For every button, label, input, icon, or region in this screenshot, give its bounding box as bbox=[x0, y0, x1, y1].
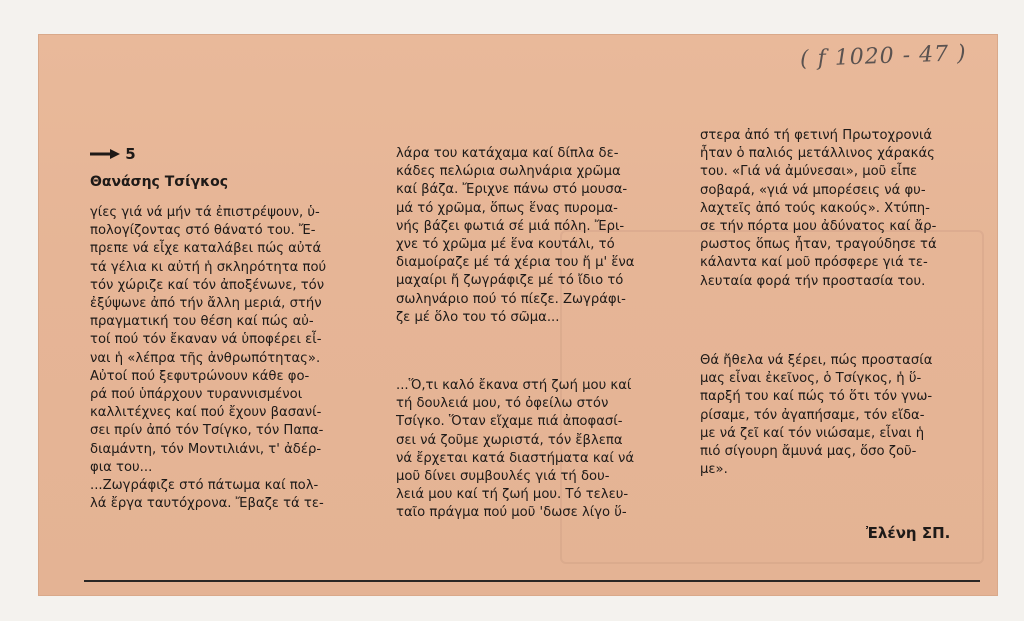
text-line: πρεπε νά εἶχε καταλάβει πώς αὐτά bbox=[90, 241, 322, 257]
text-line: νά ἔρχεται κατά διαστήματα καί νά bbox=[396, 450, 635, 466]
text-line: στερα ἀπό τή φετινή Πρωτοχρονιά bbox=[700, 128, 933, 143]
text-line: παρξή του καί πώς τό ὅτι τόν γνω- bbox=[700, 389, 933, 405]
text-line: πολογίζοντας στό θάνατό του. Ἔ- bbox=[90, 223, 316, 239]
handwritten-reference-note: ( f 1020 - 47 ) bbox=[799, 41, 968, 72]
text-line: σει πρίν ἀπό τόν Τσίγκο, τόν Παπα- bbox=[90, 423, 324, 439]
text-line: λά ἔργα ταυτόχρονα. Ἔβαζε τά τε- bbox=[90, 496, 324, 512]
text-line: Τσίγκο. Ὅταν εἴχαμε πιά ἀποφασί- bbox=[396, 414, 623, 430]
text-line: με». bbox=[700, 462, 728, 478]
text-line: νής βάζει φωτιά σέ μιά πόλη. Ἔρι- bbox=[396, 218, 625, 234]
text-line: μοῦ δίνει συμβουλές γιά τή δου- bbox=[396, 469, 610, 485]
text-line: κάλαντα καί μοῦ πρόσφερε γιά τε- bbox=[700, 255, 928, 271]
text-line: διαμάντη, τόν Μοντιλιάνι, τ' ἀδέρ- bbox=[90, 441, 322, 457]
text-line: Θά ἤθελα νά ξέρει, πώς προστασία bbox=[700, 353, 933, 368]
text-line: τοί πού τόν ἔκαναν νά ὑποφέρει εἶ- bbox=[90, 332, 322, 348]
text-line: καλλιτέχνες καί πού ἔχουν βασανί- bbox=[90, 405, 322, 421]
article-column-3-top bbox=[700, 127, 937, 291]
text-line: μαχαίρι ἤ ζωγράφιζε μέ τό ἴδιο τό bbox=[396, 273, 624, 289]
text-line: ἦταν ὁ παλιός μετάλλινος χάρακάς bbox=[700, 146, 935, 162]
text-line: Αὐτοί πού ξεφυτρώνουν κάθε φο- bbox=[90, 368, 310, 384]
text-line: κάδες πελώρια σωληνάρια χρῶμα bbox=[396, 164, 621, 180]
text-line: μά τό χρῶμα, ὅπως ἕνας πυρομα- bbox=[396, 200, 618, 216]
article-column-1 bbox=[90, 204, 326, 513]
text-line: ἐξύψωνε ἀπό τήν ἄλλη μεριά, στήν bbox=[90, 296, 322, 312]
text-line: φια του... bbox=[90, 459, 153, 475]
text-line: τόν χώριζε καί τόν ἀποξένωνε, τόν bbox=[90, 277, 325, 293]
text-line: σε τήν πόρτα μου ἀδύνατος καί ἄρ- bbox=[700, 219, 937, 235]
article-column-2-top bbox=[396, 145, 634, 327]
arrow-right-icon bbox=[90, 146, 120, 164]
text-line: ταῖο πράγμα πού μοῦ 'δωσε λίγο ὕ- bbox=[396, 505, 627, 521]
author-signature: Ἐλένη ΣΠ. bbox=[866, 524, 951, 542]
text-line: με νά ζεῖ καί τόν νιώσαμε, εἶναι ἡ bbox=[700, 425, 925, 441]
text-line: σωληνάριο πού τό πίεζε. Ζωγράφι- bbox=[396, 291, 626, 307]
text-line: λαχτεῖς ἀπό τούς κακούς». Χτύπη- bbox=[700, 200, 930, 216]
page-continuation-marker bbox=[90, 145, 136, 164]
text-line: τή δουλειά μου, τό ὀφείλω στόν bbox=[396, 396, 609, 412]
article-column-3-bottom bbox=[700, 352, 932, 479]
text-line: ρωστος ὅπως ἦταν, τραγούδησε τά bbox=[700, 237, 937, 253]
text-line: σει νά ζοῦμε χωριστά, τόν ἔβλεπα bbox=[396, 432, 623, 448]
text-line: διαμοίραζε μέ τά χέρια του ἤ μ' ἕνα bbox=[396, 255, 635, 271]
text-line: καί βάζα. Ἔριχνε πάνω στό μουσα- bbox=[396, 182, 628, 198]
text-line: τά γέλια κι αὐτή ἡ σκληρότητα πού bbox=[90, 259, 327, 275]
text-line: λειά μου καί τή ζωή μου. Τό τελευ- bbox=[396, 487, 629, 503]
author-heading: Θανάσης Τσίγκος bbox=[90, 174, 229, 190]
text-line: μας εἶναι ἐκεῖνος, ὁ Τσίγκος, ἡ ὕ- bbox=[700, 371, 922, 387]
bottom-rule bbox=[84, 580, 980, 582]
text-line: χνε τό χρῶμα μέ ἕνα κουτάλι, τό bbox=[396, 237, 615, 253]
text-line: πραγματική του θέση καί πώς αὐ- bbox=[90, 314, 314, 330]
text-line: ρίσαμε, τόν ἀγαπήσαμε, τόν εἴδα- bbox=[700, 407, 925, 423]
text-line: σοβαρά, «γιά νά μπορέσεις νά φυ- bbox=[700, 182, 926, 198]
text-line: γίες γιά νά μήν τά ἐπιστρέψουν, ὑ- bbox=[90, 205, 320, 220]
text-line: ...Ὅ,τι καλό ἔκανα στή ζωή μου καί bbox=[396, 378, 632, 393]
text-line: λάρα του κατάχαμα καί δίπλα δε- bbox=[396, 146, 619, 161]
text-line: ρά πού ὑπάρχουν τυραννισμένοι bbox=[90, 387, 303, 403]
text-line: λευταία φορά τήν προστασία του. bbox=[700, 273, 926, 289]
text-line: πιό σίγουρη ἄμυνά μας, ὅσο ζοῦ- bbox=[700, 444, 917, 460]
text-line: ...Ζωγράφιζε στό πάτωμα καί πολ- bbox=[90, 478, 319, 494]
article-column-2-bottom bbox=[396, 377, 634, 523]
text-line: ζε μέ ὅλο του τό σῶμα... bbox=[396, 309, 560, 325]
page-number: 5 bbox=[125, 145, 136, 163]
text-line: ναι ἡ «λέπρα τῆς ἀνθρωπότητας». bbox=[90, 350, 321, 366]
text-line: του. «Γιά νά ἀμύνεσαι», μοῦ εἶπε bbox=[700, 164, 918, 180]
